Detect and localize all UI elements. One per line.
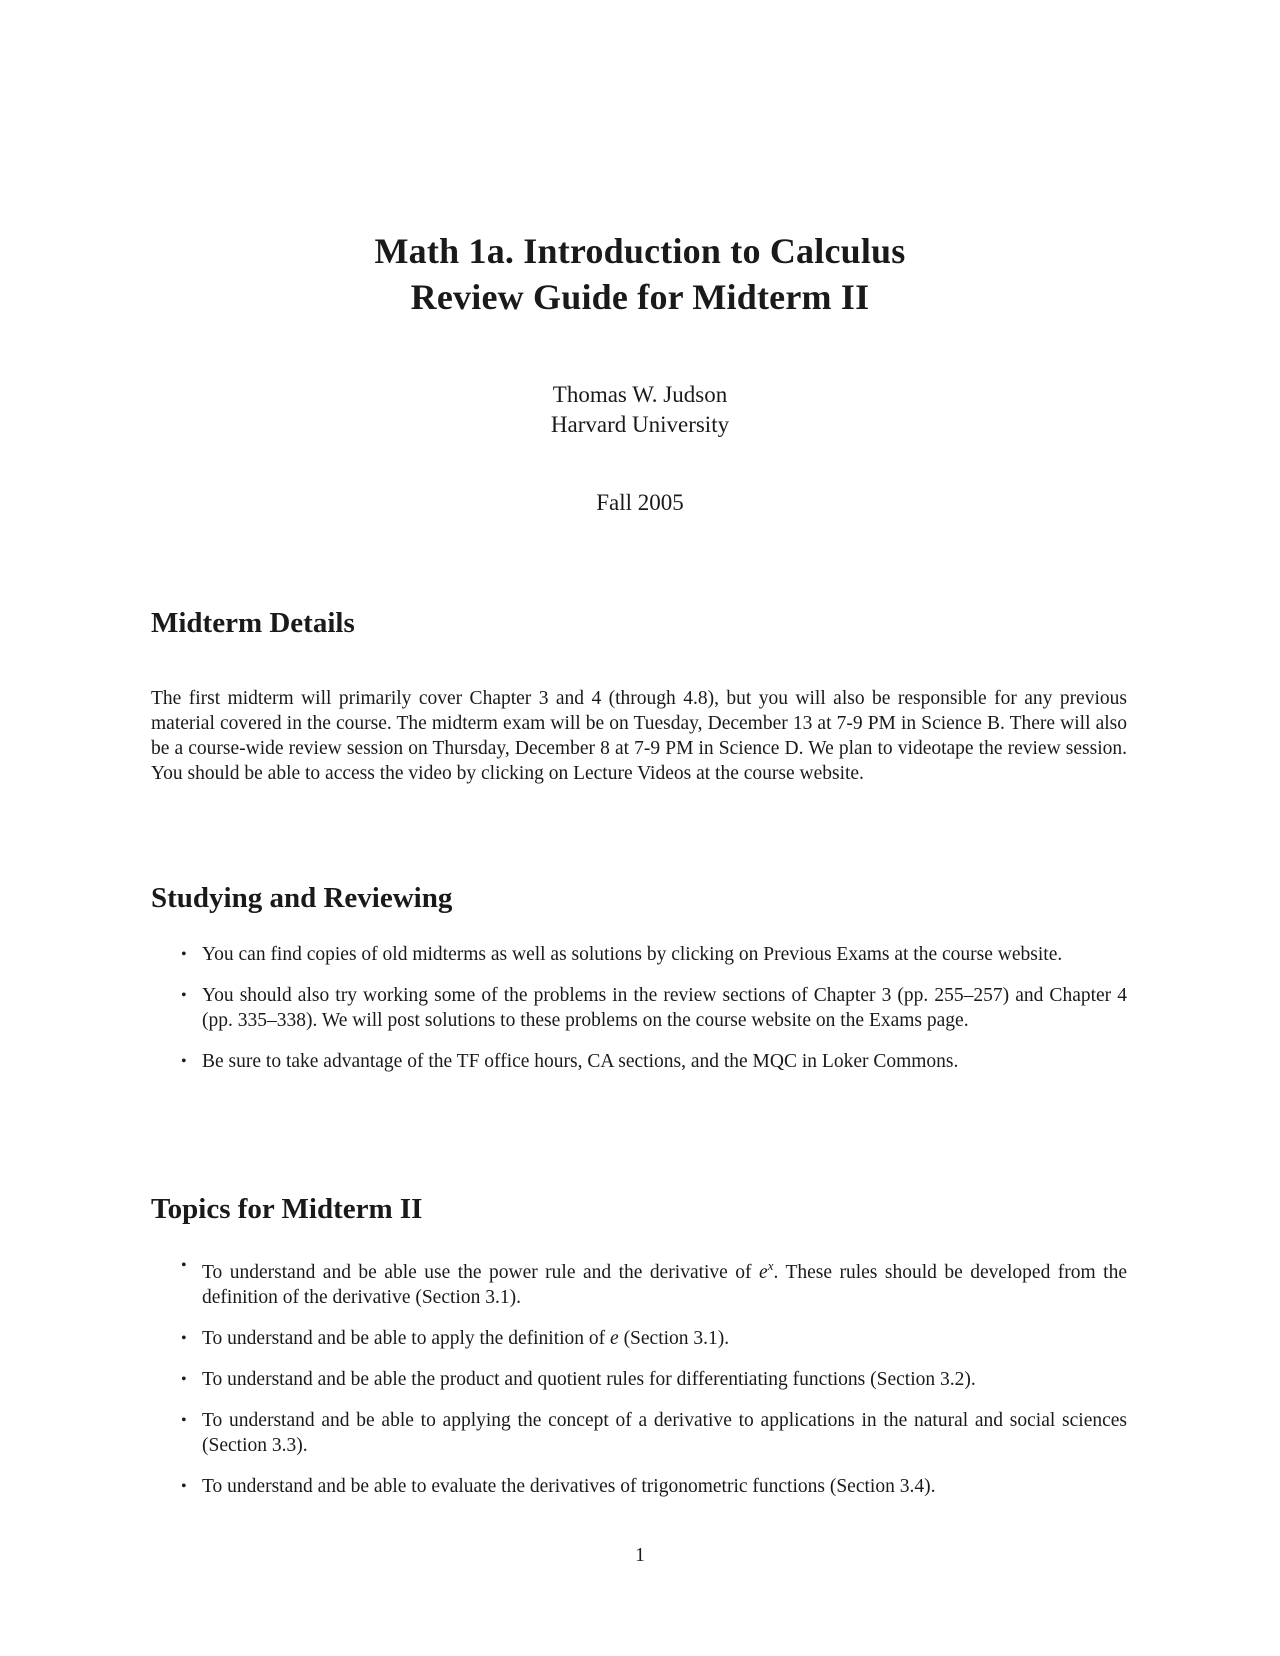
list-item [151, 1408, 1127, 1458]
list-item [151, 1367, 1127, 1392]
list-item [151, 942, 1127, 967]
bullet-icon: • [181, 1412, 187, 1429]
list-item [151, 1474, 1127, 1499]
author-affiliation: Harvard University [550, 412, 730, 437]
list-item-text: You should also try working some of the problems in the review sections of Chapter 3 (pp. 255–257) and Chapter 4 (pp. 335–338). We will post solutions to these problems on the course website on the Exams page. [202, 985, 1127, 1031]
topics-list [151, 1253, 1127, 1515]
bullet-icon: • [181, 946, 187, 963]
list-item-text: Be sure to take advantage of the TF office hours, CA sections, and the MQC in Loker Commons. [202, 1051, 959, 1072]
bullet-icon: • [181, 1053, 187, 1070]
bullet-icon: • [181, 987, 187, 1004]
bullet-icon: • [181, 1371, 187, 1388]
document-subtitle: Review Guide for Midterm II [410, 277, 870, 317]
list-item-text: To understand and be able to apply the definition of e (Section 3.1). [202, 1328, 730, 1349]
studying-list [151, 942, 1127, 1090]
math-variable: e [759, 1262, 768, 1283]
list-item-text: To understand and be able the product and quotient rules for differentiating functions (Section 3.2). [202, 1369, 976, 1390]
list-item-text: To understand and be able use the power rule and the derivative of $e^x$. These rules should be developed from the definition of the derivative (Section 3.1). [202, 1258, 1127, 1308]
list-item [151, 983, 1127, 1033]
math-exponent: x [767, 1258, 774, 1273]
page-number: 1 [635, 1545, 645, 1566]
list-item-text: You can find copies of old midterms as well as solutions by clicking on Previous Exams at the course website. [202, 944, 1063, 965]
list-item [151, 1049, 1127, 1074]
document-date: Fall 2005 [596, 490, 684, 515]
midterm-details-paragraph: The first midterm will primarily cover Chapter 3 and 4 (through 4.8), but you will also be responsible for any previous material covered in the course. The midterm exam will be on Tuesday, December 13 at 7-9 PM in Science B. There will also be a course-wide review session on Thursday, December 8 at 7-9 PM in Science D. We plan to videotape the review session. You should be able to access the video by clicking on Lecture Videos at the course website. [151, 688, 1127, 784]
bullet-icon: • [181, 1478, 187, 1495]
author-block [0, 380, 1280, 440]
list-item [151, 1326, 1127, 1351]
list-item-text: To understand and be able to evaluate the derivatives of trigonometric functions (Section 3.4). [202, 1476, 936, 1497]
bullet-icon: • [181, 1257, 187, 1274]
math-variable: e [610, 1328, 619, 1349]
title-block [0, 228, 1280, 320]
section-heading-topics: Topics for Midterm II [151, 1193, 423, 1225]
document-title: Math 1a. Introduction to Calculus [374, 231, 906, 271]
section-heading-midterm-details: Midterm Details [151, 607, 355, 639]
list-item [151, 1253, 1127, 1310]
author-name: Thomas W. Judson [552, 382, 728, 407]
bullet-icon: • [181, 1330, 187, 1347]
list-item-text: To understand and be able to applying the concept of a derivative to applications in the natural and social sciences (Section 3.3). [202, 1410, 1127, 1456]
section-heading-studying: Studying and Reviewing [151, 882, 453, 914]
